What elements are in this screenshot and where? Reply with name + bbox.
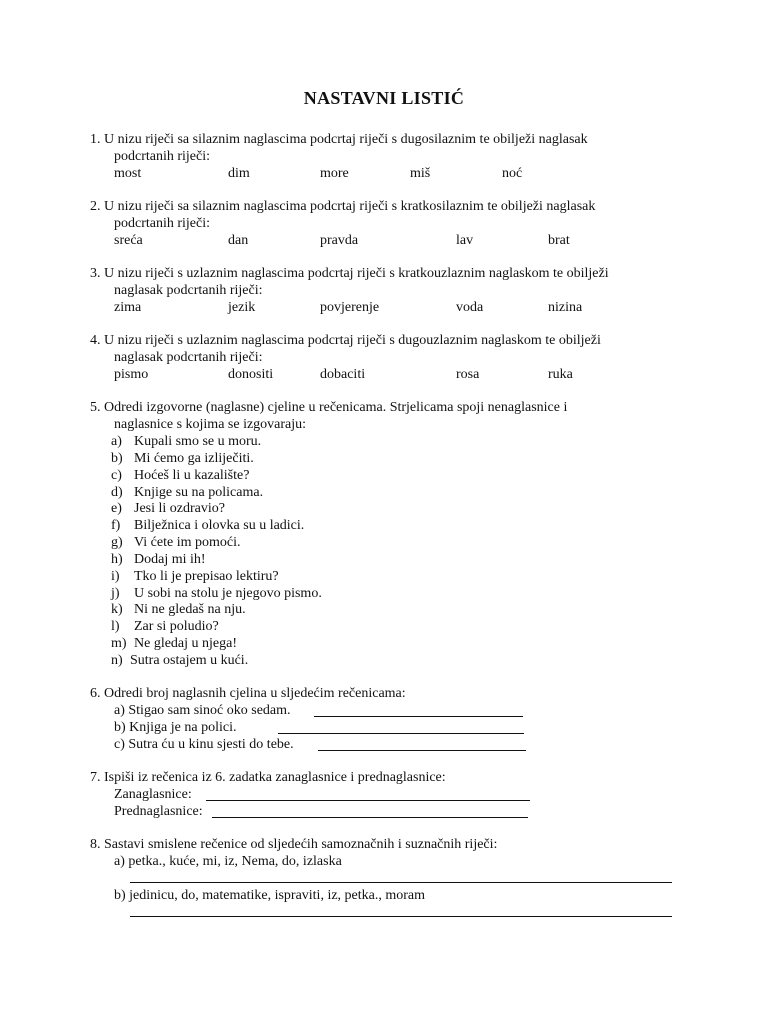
q5-item-text: Hoćeš li u kazalište? — [134, 468, 250, 483]
q6-answer-line-b[interactable] — [278, 733, 524, 734]
q1-word: dim — [228, 166, 250, 181]
q3-word: nizina — [548, 300, 583, 315]
q5-item-label: n) — [111, 653, 123, 668]
q7-zanaglasnice-answer-line[interactable] — [206, 800, 530, 801]
q2-instruction-line1: 2. U nizu riječi sa silaznim naglascima podcrtaj riječi s kratkosilaznim te obilježi naglasak — [90, 199, 596, 214]
q2-word: dan — [228, 233, 249, 248]
q5-item-label: k) — [111, 602, 123, 617]
q6-item-c: c) Sutra ću u kinu sjesti do tebe. — [114, 737, 294, 752]
q5-item-text: Mi ćemo ga izliječiti. — [134, 451, 254, 466]
q5-item-text: Bilježnica i olovka su u ladici. — [134, 518, 305, 533]
q5-item-text: Knjige su na policama. — [134, 485, 264, 500]
q5-item-label: f) — [111, 518, 121, 533]
q5-item-label: j) — [111, 586, 120, 601]
q7-prednaglasnice-label: Prednaglasnice: — [114, 804, 203, 819]
q6-instruction: 6. Odredi broj naglasnih cjelina u sljedećim rečenicama: — [90, 686, 406, 701]
q5-item-text: Vi ćete im pomoći. — [134, 535, 241, 550]
q6-answer-line-c[interactable] — [318, 750, 526, 751]
q8-instruction: 8. Sastavi smislene rečenice od sljedećih samoznačnih i suznačnih riječi: — [90, 837, 498, 852]
q5-item-text: Ni ne gledaš na nju. — [134, 602, 246, 617]
q4-word: pismo — [114, 367, 149, 382]
q5-item-text: Zar si poludio? — [134, 619, 219, 634]
q4-word: rosa — [456, 367, 480, 382]
q5-item-text: Jesi li ozdravio? — [134, 501, 225, 516]
q5-item-label: c) — [111, 468, 122, 483]
q5-item-text: Ne gledaj u njega! — [134, 636, 238, 651]
q3-instruction-line2: naglasak podcrtanih riječi: — [114, 283, 263, 298]
q5-item-label: b) — [111, 451, 123, 466]
q5-item-label: m) — [111, 636, 127, 651]
q1-word: most — [114, 166, 142, 181]
q1-word: miš — [410, 166, 431, 181]
q1-word: noć — [502, 166, 523, 181]
q5-item-label: h) — [111, 552, 123, 567]
q5-item-text: Dodaj mi ih! — [134, 552, 206, 567]
q5-instruction-line2: naglasnice s kojima se izgovaraju: — [114, 417, 307, 432]
q1-word: more — [320, 166, 349, 181]
q8-item-b: b) jedinicu, do, matematike, ispraviti, iz, petka., moram — [114, 888, 426, 903]
q5-instruction-line1: 5. Odredi izgovorne (naglasne) cjeline u rečenicama. Strjelicama spoji nenaglasnice i — [90, 400, 568, 415]
q5-item-label: a) — [111, 434, 122, 449]
q6-item-a: a) Stigao sam sinoć oko sedam. — [114, 703, 291, 718]
q2-word: brat — [548, 233, 570, 248]
q3-word: povjerenje — [320, 300, 380, 315]
q3-word: voda — [456, 300, 484, 315]
q8-item-a: a) petka., kuće, mi, iz, Nema, do, izlaska — [114, 854, 342, 869]
q5-item-label: g) — [111, 535, 123, 550]
q5-item-text: Tko li je prepisao lektiru? — [134, 569, 279, 584]
q5-item-label: l) — [111, 619, 120, 634]
q7-prednaglasnice-answer-line[interactable] — [212, 817, 528, 818]
q5-item-label: i) — [111, 569, 120, 584]
q1-instruction-line1: 1. U nizu riječi sa silaznim naglascima podcrtaj riječi s dugosilaznim te obilježi naglasak — [90, 132, 588, 147]
q4-word: ruka — [548, 367, 573, 382]
q5-item-label: d) — [111, 485, 123, 500]
q5-item-text: Kupali smo se u moru. — [134, 434, 262, 449]
q4-word: dobaciti — [320, 367, 366, 382]
q8-answer-line-b[interactable] — [130, 916, 672, 917]
q1-instruction-line2: podcrtanih riječi: — [114, 149, 211, 164]
q4-word: donositi — [228, 367, 274, 382]
q2-word: lav — [456, 233, 474, 248]
q6-answer-line-a[interactable] — [314, 716, 523, 717]
q4-instruction-line2: naglasak podcrtanih riječi: — [114, 350, 263, 365]
q2-word: sreća — [114, 233, 143, 248]
worksheet-title: NASTAVNI LISTIĆ — [303, 88, 465, 108]
q7-instruction: 7. Ispiši iz rečenica iz 6. zadatka zanaglasnice i prednaglasnice: — [90, 770, 446, 785]
q3-instruction-line1: 3. U nizu riječi s uzlaznim naglascima podcrtaj riječi s kratkouzlaznim naglaskom te obilježi — [90, 266, 609, 281]
q6-item-b: b) Knjiga je na polici. — [114, 720, 237, 735]
q7-zanaglasnice-label: Zanaglasnice: — [114, 787, 192, 802]
q2-word: pravda — [320, 233, 359, 248]
q5-item-label: e) — [111, 501, 122, 516]
q4-instruction-line1: 4. U nizu riječi s uzlaznim naglascima podcrtaj riječi s dugouzlaznim naglaskom te obilježi — [90, 333, 601, 348]
q2-instruction-line2: podcrtanih riječi: — [114, 216, 211, 231]
q5-item-text: Sutra ostajem u kući. — [130, 653, 249, 668]
q3-word: jezik — [228, 300, 256, 315]
q8-answer-line-a[interactable] — [130, 882, 672, 883]
q3-word: zima — [114, 300, 142, 315]
q5-item-text: U sobi na stolu je njegovo pismo. — [134, 586, 322, 601]
